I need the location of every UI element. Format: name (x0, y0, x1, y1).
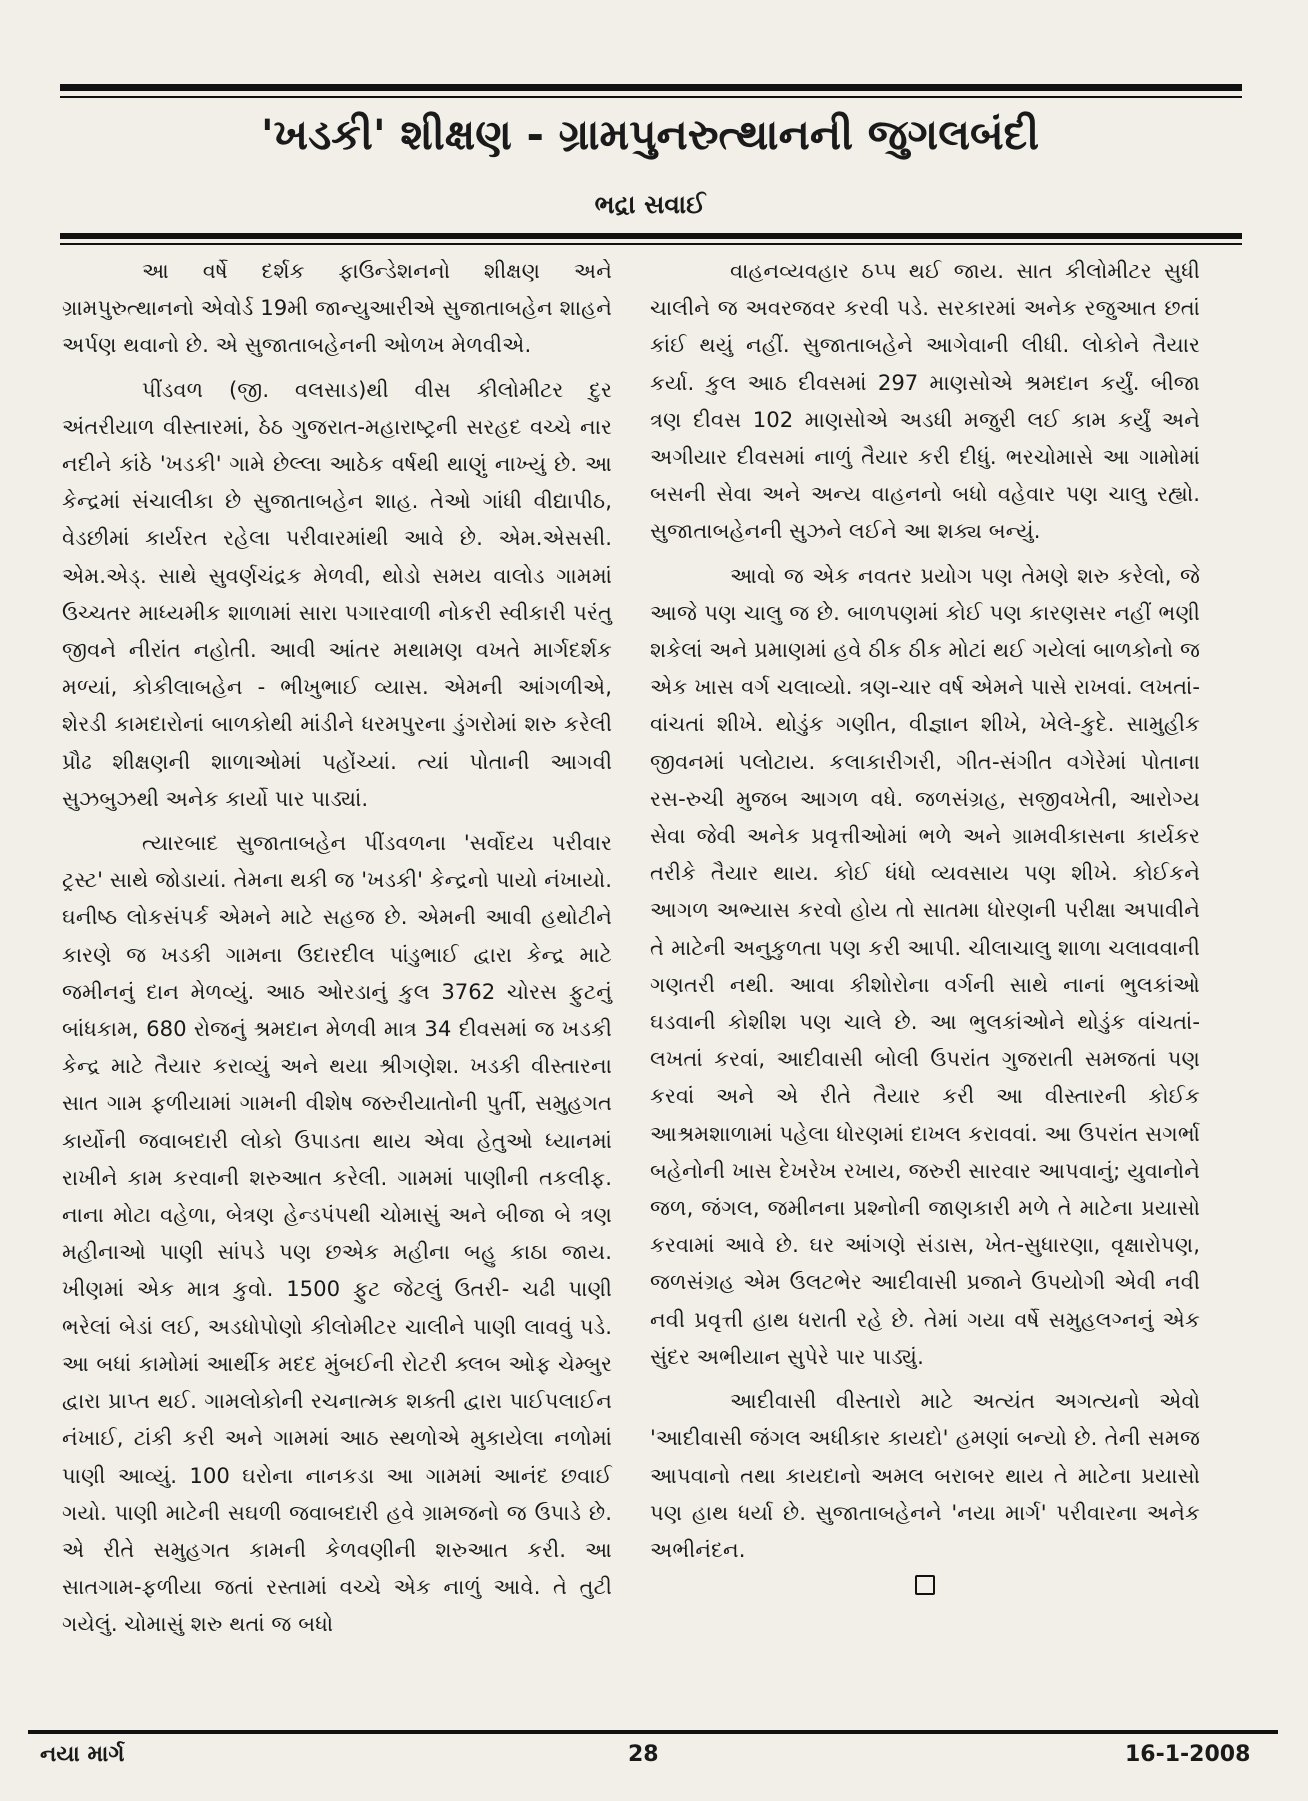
paragraph: આ વર્ષે દર્શક ફાઉન્ડેશનનો શીક્ષણ અને ગ્રામપુરુત્થાનનો એવોર્ડ 19મી જાન્યુઆરીએ સુજાતાબહેન શાહને અર્પણ થવાનો છે. એ સુજાતાબહેનની ઓળખ મેળવીએ. (62, 258, 612, 358)
footer-rule (28, 1730, 1278, 1734)
left-column (62, 252, 612, 1712)
author-name: ભદ્રા સવાઈ (594, 190, 706, 219)
paragraph: આદીવાસી વીસ્તારો માટે અત્યંત અગત્યનો એવો 'આદીવાસી જંગલ અધીકાર કાયદો' હમણાં બન્યો છે. તેની સમજ આપવાનો તથા કાયદાનો અમલ બરાબર થાય તે માટેના પ્રયાસો પણ હાથ ધર્યા છે. સુજાતાબહેનને 'નયા માર્ગ' પરીવારના અનેક અભીનંદન. (650, 1388, 1200, 1562)
paragraph: આવો જ એક નવતર પ્રયોગ પણ તેમણે શરુ કરેલો, જે આજે પણ ચાલુ જ છે. બાળપણમાં કોઈ પણ કારણસર નહીં ભણી શકેલાં અને પ્રમાણમાં હવે ઠીક ઠીક મોટાં થઈ ગયેલાં બાળકોનો જ એક ખાસ વર્ગ ચલાવ્યો. ત્રણ-ચાર વર્ષ એમને પાસે રાખવાં. લખતાં-વાંચતાં શીખે. થોડુંક ગણીત, વીજ્ઞાન શીખે, ખેલે-કુદે. સામુહીક જીવનમાં પલોટાય. કલાકારીગરી, ગીત-સંગીત વગેરેમાં પોતાના રસ-રુચી મુજબ આગળ વધે. જળસંગ્રહ, સજીવખેતી, આરોગ્ય સેવા જેવી અનેક પ્રવૃત્તીઓમાં ભળે અને ગ્રામવીકાસના કાર્યકર તરીકે તૈયાર થાય. કોઈ ધંધો વ્યવસાય પણ શીખે. કોઈકને આગળ અભ્યાસ કરવો હોય તો સાતમા ધોરણની પરીક્ષા અપાવીને તે માટેની અનુકુળતા પણ કરી આપી. ચીલાચાલુ શાળા ચલાવવાની ગણતરી નથી. આવા કીશોરોના વર્ગની સાથે નાનાં ભુલકાંઓ ઘડવાની કોશીશ પણ ચાલે છે. આ ભુલકાંઓને થોડુંક વાંચતાં-લખતાં કરવાં, આદીવાસી બોલી ઉપરાંત ગુજરાતી સમજતાં પણ કરવાં અને એ રીતે તૈયાર કરી આ વીસ્તારની કોઈક આશ્રમશાળામાં પહેલા ધોરણમાં દાખલ કરાવવાં. આ ઉપરાંત સગર્ભા બહેનોની ખાસ દેખરેખ રખાય, જરુરી સારવાર આપવાનું; યુવાનોને જળ, જંગલ, જમીનના પ્રશ્નોની જાણકારી મળે તે માટેના પ્રયાસો કરવામાં આવે છે. ઘર આંગણે સંડાસ, ખેત-સુધારણા, વૃક્ષારોપણ, જળસંગ્રહ એમ ઉલટભેર આદીવાસી પ્રજાને ઉપયોગી એવી નવી નવી પ્રવૃત્તી હાથ ધરાતી રહે છે. તેમાં ગયા વર્ષે સમુહલગ્નનું એક સુંદર અભીયાન સુપેરે પાર પાડ્યું. (650, 562, 1201, 1369)
footer-publication: નયા માર્ગ (40, 1742, 125, 1767)
right-column (650, 252, 1200, 1712)
paragraph: વાહનવ્યવહાર ઠપ્પ થઈ જાય. સાત કીલોમીટર સુધી ચાલીને જ અવરજવર કરવી પડે. સરકારમાં અનેક રજુઆત છતાં કાંઈ થયું નહીં. સુજાતાબહેને આગેવાની લીધી. લોકોને તૈયાર કર્યા. કુલ આઠ દીવસમાં 297 માણસોએ શ્રમદાન કર્યું. બીજા ત્રણ દીવસ 102 માણસોએ અડધી મજુરી લઈ કામ કર્યું અને અગીયાર દીવસમાં નાળું તૈયાર કરી દીધું. ભરચોમાસે આ ગામોમાં બસની સેવા અને અન્ય વાહનનો બધો વહેવાર પણ ચાલુ રહ્યો. સુજાતાબહેનની સુઝને લઈને આ શક્ય બન્યું. (650, 258, 1200, 544)
header-rule-thin (60, 243, 1242, 245)
footer-page-number: 28 (628, 1742, 659, 1767)
end-of-article-box-icon (915, 1575, 935, 1595)
article-title: 'ખડકી' શીક્ષણ - ગ્રામપુનરુત્થાનની જુગલબંદી (260, 110, 1040, 159)
header-rule-thick (60, 233, 1242, 239)
top-rule-thin (60, 96, 1242, 98)
footer-date: 16-1-2008 (1125, 1742, 1251, 1767)
paragraph: ત્યારબાદ સુજાતાબહેન પીંડવળના 'સર્વોદય પરીવાર ટ્રસ્ટ' સાથે જોડાયાં. તેમના થકી જ 'ખડકી' કેન્દ્રનો પાયો નંખાયો. ઘનીષ્ઠ લોકસંપર્ક એમને માટે સહજ છે. એમની આવી હથોટીને કારણે જ ખડકી ગામના ઉદારદીલ પાંડુભાઈ દ્વારા કેન્દ્ર માટે જમીનનું દાન મેળવ્યું. આઠ ઓરડાનું કુલ 3762 ચોરસ ફુટનું બાંધકામ, 680 રોજનું શ્રમદાન મેળવી માત્ર 34 દીવસમાં જ ખડકી કેન્દ્ર માટે તૈયાર કરાવ્યું અને થયા શ્રીગણેશ. ખડકી વીસ્તારના સાત ગામ ફળીયામાં ગામની વીશેષ જરુરીયાતોની પુર્તી, સમુહગત કાર્યોની જવાબદારી લોકો ઉપાડતા થાય એવા હેતુઓ ધ્યાનમાં રાખીને કામ કરવાની શરુઆત કરેલી. ગામમાં પાણીની તકલીફ. નાના મોટા વહેળા, બેત્રણ હેન્ડપંપથી ચોમાસું અને બીજા બે ત્રણ મહીનાઓ પાણી સાંપડે પણ છએક મહીના બહુ કાઠા જાય. ખીણમાં એક માત્ર કુવો. 1500 ફુટ જેટલું ઉતરી- ચઢી પાણી ભરેલાં બેડાં લઈ, અડધોપોણો કીલોમીટર ચાલીને પાણી લાવવું પડે. આ બધાં કામોમાં આર્થીક મદદ મુંબઈની રોટરી ક્લબ ઓફ ચેમ્બુર દ્વારા પ્રાપ્ત થઈ. ગામલોકોની રચનાત્મક શક્તી દ્વારા પાઈપલાઈન નંખાઈ, ટાંકી કરી અને ગામમાં આઠ સ્થળોએ મુકાયેલા નળોમાં પાણી આવ્યું. 100 ઘરોના નાનકડા આ ગામમાં આનંદ છવાઈ ગયો. પાણી માટેની સઘળી જવાબદારી હવે ગ્રામજનો જ ઉપાડે છે. એ રીતે સમુહગત કામની કેળવણીની શરુઆત કરી. આ સાતગામ-ફળીયા જતાં રસ્તામાં વચ્ચે એક નાળું આવે. તે તુટી ગયેલું. ચોમાસું શરુ થતાં જ બધો (62, 830, 612, 1637)
top-rule-thick (60, 84, 1242, 91)
paragraph: પીંડવળ (જી. વલસાડ)થી વીસ કીલોમીટર દુર અંતરીયાળ વીસ્તારમાં, ઠેઠ ગુજરાત-મહારાષ્ટ્રની સરહદ વચ્ચે નાર નદીને કાંઠે 'ખડકી' ગામે છેલ્લા આઠેક વર્ષથી થાણું નાખ્યું છે. આ કેન્દ્રમાં સંચાલીકા છે સુજાતાબહેન શાહ. તેઓ ગાંધી વીદ્યાપીઠ, વેડછીમાં કાર્યરત રહેલા પરીવારમાંથી આવે છે. એમ.એસસી. એમ.એડ્. સાથે સુવર્ણચંદ્રક મેળવી, થોડો સમય વાલોડ ગામમાં ઉચ્ચતર માધ્યમીક શાળામાં સારા પગારવાળી નોકરી સ્વીકારી પરંતુ જીવને નીરાંત નહોતી. આવી આંતર મથામણ વખતે માર્ગદર્શક મળ્યાં, કોકીલાબહેન - ભીખુભાઈ વ્યાસ. એમની આંગળીએ, શેરડી કામદારોનાં બાળકોથી માંડીને ધરમપુરના ડુંગરોમાં શરુ કરેલી પ્રૌઢ શીક્ષણની શાળાઓમાં પહોંચ્યાં. ત્યાં પોતાની આગવી સુઝબુઝથી અનેક કાર્યો પાર પાડ્યાં. (62, 376, 612, 811)
